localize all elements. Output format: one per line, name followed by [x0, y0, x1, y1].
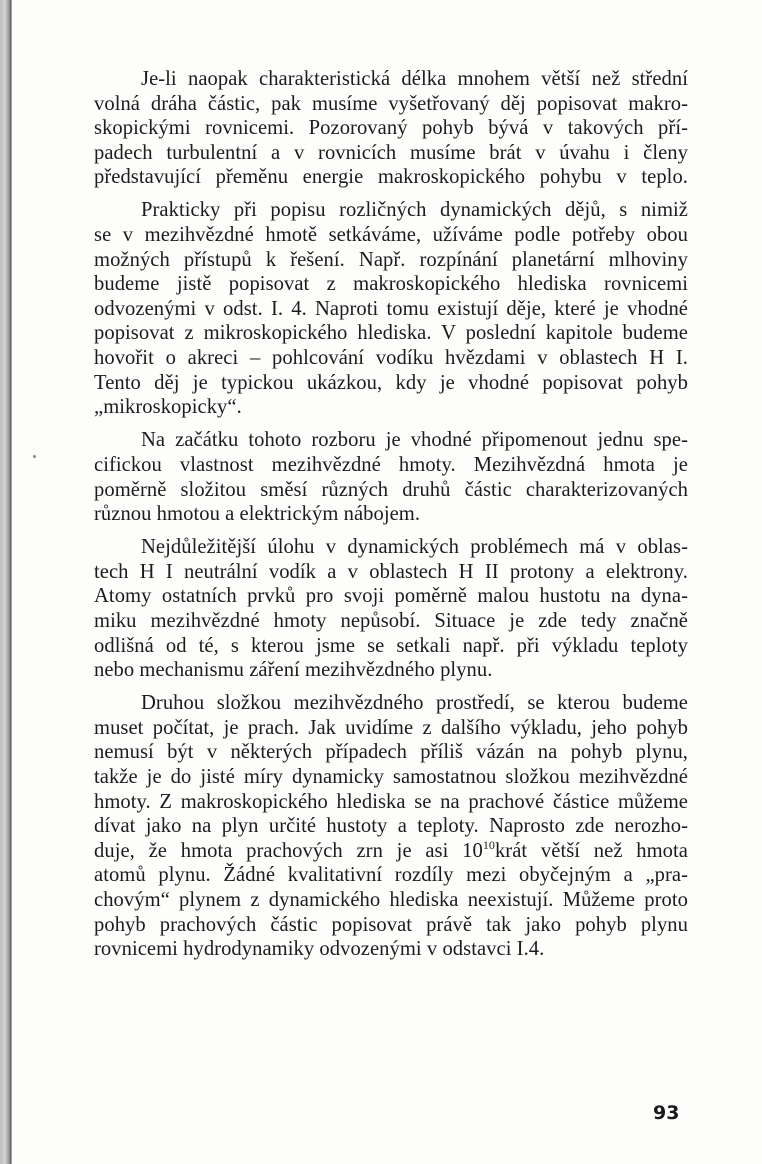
paragraph-1 [94, 67, 688, 190]
text-line: „mikroskopicky“. [94, 396, 242, 419]
paragraph-2 [94, 198, 688, 419]
paragraph-3 [94, 428, 688, 526]
exponent: 10 [482, 837, 495, 852]
paragraph-4 [94, 535, 688, 683]
text-before-exponent: duje, že hmota prachových zrn je asi 10 [94, 839, 483, 862]
text-line-with-exponent [94, 839, 688, 864]
scan-speck [33, 455, 36, 458]
text-line: cifickou vlastnost mezihvězdné hmoty. Mezihvězdná hmota je [94, 453, 688, 476]
text-line: skopickými rovnicemi. Pozorovaný pohyb bývá v takových pří- [94, 117, 688, 140]
text-line: Tento děj je typickou ukázkou, kdy je vhodné popisovat pohyb [94, 371, 688, 394]
text-line: padech turbulentní a v rovnicích musíme brát v úvahu i členy [94, 141, 688, 164]
page-body [94, 67, 688, 970]
text-line: Druhou složkou mezihvězdného prostředí, se kterou budeme [141, 692, 688, 715]
paragraph-5 [94, 691, 688, 962]
text-line: hovořit o akreci – pohlcování vodíku hvězdami v oblastech H I. [94, 347, 688, 370]
text-line: odvozenými v odst. I. 4. Naproti tomu existují děje, které je vhodné [94, 297, 688, 320]
text-line: miku mezihvězdné hmoty nepůsobí. Situace je zde tedy značně [94, 609, 688, 632]
text-line: možných přístupů k řešení. Např. rozpínání planetární mlhoviny [94, 248, 688, 271]
text-line: hmoty. Z makroskopického hlediska se na prachové částice můžeme [94, 790, 688, 813]
text-line: dívat jako na plyn určité hustoty a teploty. Naprosto zde nerozho- [94, 815, 688, 838]
text-line: Na začátku tohoto rozboru je vhodné připomenout jednu spe- [141, 429, 688, 452]
text-line: představující přeměnu energie makroskopického pohybu v teplo. [94, 166, 688, 189]
text-line: rovnicemi hydrodynamiky odvozenými v odstavci I.4. [94, 938, 545, 961]
text-line: Atomy ostatních prvků pro svoji poměrně malou hustotu na dyna- [94, 585, 688, 608]
text-line: Prakticky při popisu rozličných dynamických dějů, s nimiž [141, 199, 688, 222]
text-line: odlišná od té, s kterou jsme se setkali např. při výkladu teploty [94, 634, 688, 657]
text-line: volná dráha částic, pak musíme vyšetřovaný děj popisovat makro- [94, 92, 688, 115]
text-line: chovým“ plynem z dynamického hlediska neexistují. Můžeme proto [94, 889, 688, 911]
text-line: tech H I neutrální vodík a v oblastech H II protony a elektrony. [94, 560, 688, 583]
text-line: nemusí být v některých případech příliš vázán na pohyb plynu, [94, 741, 688, 764]
text-line: pohyb prachových částic popisovat právě tak jako pohyb plynu [94, 913, 688, 936]
text-line: atomů plynu. Žádné kvalitativní rozdíly mezi obyčejným a „pra- [94, 864, 688, 887]
text-line: různou hmotou a elektrickým nábojem. [94, 503, 421, 526]
text-line: poměrně složitou směsí různých druhů částic charakterizovaných [94, 478, 688, 501]
text-line: nebo mechanismu záření mezihvězdného plynu. [94, 659, 493, 682]
page-binding-gutter [0, 0, 12, 1164]
text-line: Nejdůležitější úlohu v dynamických problémech má v oblas- [141, 536, 688, 559]
text-line: takže je do jisté míry dynamicky samostatnou složkou mezihvězdné [94, 766, 688, 789]
text-line: muset počítat, je prach. Jak uvidíme z dalšího výkladu, jeho pohyb [94, 716, 688, 739]
text-line: popisovat z mikroskopického hlediska. V poslední kapitole budeme [94, 322, 688, 345]
text-line: se v mezihvězdné hmotě setkáváme, užíváme podle potřeby obou [94, 224, 688, 247]
text-after-exponent: krát větší než hmota [494, 839, 688, 862]
text-line: Je-li naopak charakteristická délka mnohem větší než střední [141, 68, 688, 90]
text-line: budeme jistě popisovat z makroskopického hlediska rovnicemi [94, 273, 688, 296]
page-number: 93 [653, 1102, 680, 1124]
